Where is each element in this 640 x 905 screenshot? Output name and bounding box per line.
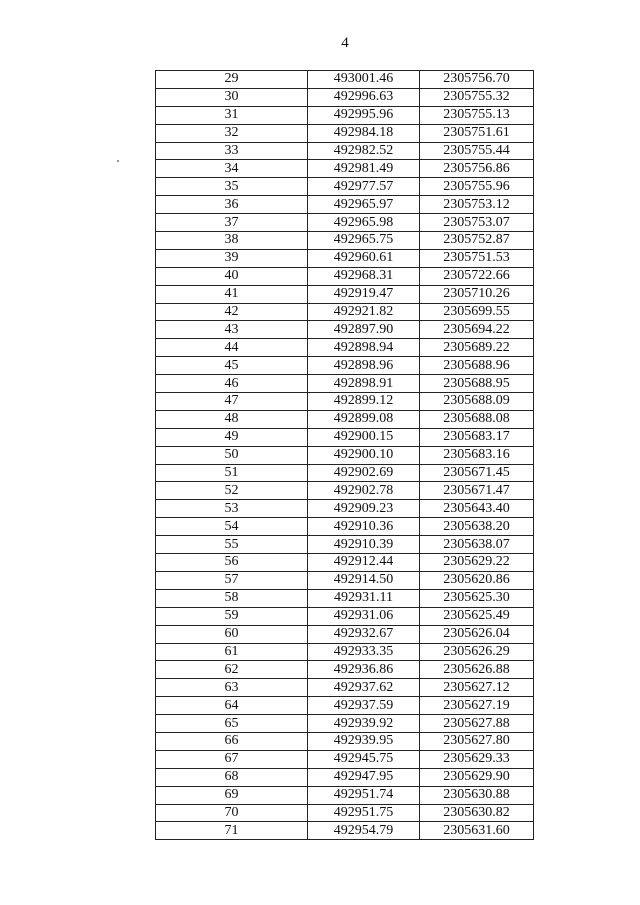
table-row (156, 822, 534, 840)
x-coordinate-cell: 492919.47 (308, 285, 420, 303)
x-coordinate-cell: 492996.63 (308, 88, 420, 106)
table-row (156, 267, 534, 285)
y-coordinate-cell: 2305626.04 (420, 625, 534, 643)
point-number-cell: 35 (156, 178, 308, 196)
point-number-cell: 29 (156, 71, 308, 89)
y-coordinate-cell: 2305688.09 (420, 393, 534, 411)
y-coordinate-cell: 2305627.88 (420, 715, 534, 733)
x-coordinate-cell: 492965.98 (308, 214, 420, 232)
point-number-cell: 34 (156, 160, 308, 178)
point-number-cell: 65 (156, 715, 308, 733)
y-coordinate-cell: 2305671.45 (420, 464, 534, 482)
table-row (156, 428, 534, 446)
table-row (156, 321, 534, 339)
point-number-cell: 36 (156, 196, 308, 214)
table-row (156, 679, 534, 697)
point-number-cell: 50 (156, 446, 308, 464)
point-number-cell: 68 (156, 768, 308, 786)
y-coordinate-cell: 2305630.88 (420, 786, 534, 804)
x-coordinate-cell: 492910.39 (308, 536, 420, 554)
point-number-cell: 32 (156, 124, 308, 142)
table-row (156, 750, 534, 768)
point-number-cell: 41 (156, 285, 308, 303)
point-number-cell: 67 (156, 750, 308, 768)
table-row (156, 697, 534, 715)
x-coordinate-cell: 492899.08 (308, 410, 420, 428)
x-coordinate-cell: 492965.97 (308, 196, 420, 214)
x-coordinate-cell: 492921.82 (308, 303, 420, 321)
y-coordinate-cell: 2305694.22 (420, 321, 534, 339)
table-row (156, 285, 534, 303)
y-coordinate-cell: 2305671.47 (420, 482, 534, 500)
x-coordinate-cell: 492947.95 (308, 768, 420, 786)
x-coordinate-cell: 492900.10 (308, 446, 420, 464)
point-number-cell: 49 (156, 428, 308, 446)
point-number-cell: 61 (156, 643, 308, 661)
x-coordinate-cell: 492945.75 (308, 750, 420, 768)
x-coordinate-cell: 492937.59 (308, 697, 420, 715)
point-number-cell: 58 (156, 589, 308, 607)
x-coordinate-cell: 492954.79 (308, 822, 420, 840)
point-number-cell: 63 (156, 679, 308, 697)
table-row (156, 446, 534, 464)
x-coordinate-cell: 492984.18 (308, 124, 420, 142)
point-number-cell: 45 (156, 357, 308, 375)
x-coordinate-cell: 492933.35 (308, 643, 420, 661)
x-coordinate-cell: 492897.90 (308, 321, 420, 339)
point-number-cell: 47 (156, 393, 308, 411)
x-coordinate-cell: 492900.15 (308, 428, 420, 446)
table-row (156, 715, 534, 733)
scan-speck (117, 160, 119, 162)
point-number-cell: 40 (156, 267, 308, 285)
point-number-cell: 66 (156, 732, 308, 750)
y-coordinate-cell: 2305752.87 (420, 232, 534, 250)
y-coordinate-cell: 2305627.80 (420, 732, 534, 750)
y-coordinate-cell: 2305620.86 (420, 571, 534, 589)
table-row (156, 732, 534, 750)
table-row (156, 643, 534, 661)
table-row (156, 142, 534, 160)
table-row (156, 375, 534, 393)
point-number-cell: 38 (156, 232, 308, 250)
y-coordinate-cell: 2305683.16 (420, 446, 534, 464)
table-row (156, 124, 534, 142)
point-number-cell: 57 (156, 571, 308, 589)
y-coordinate-cell: 2305627.19 (420, 697, 534, 715)
point-number-cell: 42 (156, 303, 308, 321)
point-number-cell: 39 (156, 249, 308, 267)
x-coordinate-cell: 492902.78 (308, 482, 420, 500)
table-row (156, 214, 534, 232)
y-coordinate-cell: 2305630.82 (420, 804, 534, 822)
point-number-cell: 59 (156, 607, 308, 625)
y-coordinate-cell: 2305688.96 (420, 357, 534, 375)
x-coordinate-cell: 492968.31 (308, 267, 420, 285)
x-coordinate-cell: 492914.50 (308, 571, 420, 589)
y-coordinate-cell: 2305756.70 (420, 71, 534, 89)
x-coordinate-cell: 492931.06 (308, 607, 420, 625)
y-coordinate-cell: 2305756.86 (420, 160, 534, 178)
y-coordinate-cell: 2305688.08 (420, 410, 534, 428)
y-coordinate-cell: 2305755.44 (420, 142, 534, 160)
table-row (156, 339, 534, 357)
point-number-cell: 43 (156, 321, 308, 339)
point-number-cell: 56 (156, 554, 308, 572)
table-row (156, 410, 534, 428)
y-coordinate-cell: 2305629.33 (420, 750, 534, 768)
x-coordinate-cell: 492977.57 (308, 178, 420, 196)
table-row (156, 196, 534, 214)
y-coordinate-cell: 2305722.66 (420, 267, 534, 285)
y-coordinate-cell: 2305688.95 (420, 375, 534, 393)
y-coordinate-cell: 2305753.12 (420, 196, 534, 214)
table-row (156, 554, 534, 572)
point-number-cell: 54 (156, 518, 308, 536)
x-coordinate-cell: 492951.74 (308, 786, 420, 804)
point-number-cell: 33 (156, 142, 308, 160)
y-coordinate-cell: 2305629.22 (420, 554, 534, 572)
y-coordinate-cell: 2305625.49 (420, 607, 534, 625)
y-coordinate-cell: 2305753.07 (420, 214, 534, 232)
coordinates-table (155, 70, 534, 840)
table-row (156, 357, 534, 375)
table-row (156, 607, 534, 625)
table-row (156, 71, 534, 89)
y-coordinate-cell: 2305689.22 (420, 339, 534, 357)
x-coordinate-cell: 492939.92 (308, 715, 420, 733)
point-number-cell: 62 (156, 661, 308, 679)
x-coordinate-cell: 492936.86 (308, 661, 420, 679)
table-row (156, 303, 534, 321)
y-coordinate-cell: 2305627.12 (420, 679, 534, 697)
x-coordinate-cell: 492931.11 (308, 589, 420, 607)
page-number: 4 (341, 35, 349, 51)
x-coordinate-cell: 492909.23 (308, 500, 420, 518)
coordinates-table-body (156, 71, 534, 840)
point-number-cell: 30 (156, 88, 308, 106)
x-coordinate-cell: 493001.46 (308, 71, 420, 89)
point-number-cell: 37 (156, 214, 308, 232)
table-row (156, 500, 534, 518)
point-number-cell: 64 (156, 697, 308, 715)
y-coordinate-cell: 2305625.30 (420, 589, 534, 607)
table-row (156, 106, 534, 124)
table-row (156, 393, 534, 411)
table-row (156, 160, 534, 178)
point-number-cell: 69 (156, 786, 308, 804)
table-row (156, 625, 534, 643)
table-row (156, 482, 534, 500)
table-row (156, 518, 534, 536)
x-coordinate-cell: 492898.91 (308, 375, 420, 393)
x-coordinate-cell: 492937.62 (308, 679, 420, 697)
table-row (156, 804, 534, 822)
y-coordinate-cell: 2305755.96 (420, 178, 534, 196)
table-row (156, 589, 534, 607)
point-number-cell: 70 (156, 804, 308, 822)
x-coordinate-cell: 492965.75 (308, 232, 420, 250)
table-row (156, 88, 534, 106)
point-number-cell: 55 (156, 536, 308, 554)
y-coordinate-cell: 2305755.13 (420, 106, 534, 124)
table-row (156, 464, 534, 482)
y-coordinate-cell: 2305710.26 (420, 285, 534, 303)
y-coordinate-cell: 2305626.88 (420, 661, 534, 679)
point-number-cell: 44 (156, 339, 308, 357)
table-row (156, 768, 534, 786)
x-coordinate-cell: 492910.36 (308, 518, 420, 536)
x-coordinate-cell: 492899.12 (308, 393, 420, 411)
x-coordinate-cell: 492960.61 (308, 249, 420, 267)
x-coordinate-cell: 492898.94 (308, 339, 420, 357)
point-number-cell: 53 (156, 500, 308, 518)
y-coordinate-cell: 2305638.20 (420, 518, 534, 536)
y-coordinate-cell: 2305751.61 (420, 124, 534, 142)
x-coordinate-cell: 492939.95 (308, 732, 420, 750)
table-row (156, 536, 534, 554)
x-coordinate-cell: 492995.96 (308, 106, 420, 124)
table-row (156, 571, 534, 589)
y-coordinate-cell: 2305626.29 (420, 643, 534, 661)
point-number-cell: 60 (156, 625, 308, 643)
point-number-cell: 51 (156, 464, 308, 482)
y-coordinate-cell: 2305683.17 (420, 428, 534, 446)
y-coordinate-cell: 2305751.53 (420, 249, 534, 267)
point-number-cell: 71 (156, 822, 308, 840)
y-coordinate-cell: 2305643.40 (420, 500, 534, 518)
y-coordinate-cell: 2305629.90 (420, 768, 534, 786)
x-coordinate-cell: 492932.67 (308, 625, 420, 643)
x-coordinate-cell: 492898.96 (308, 357, 420, 375)
point-number-cell: 31 (156, 106, 308, 124)
table-row (156, 786, 534, 804)
y-coordinate-cell: 2305699.55 (420, 303, 534, 321)
point-number-cell: 46 (156, 375, 308, 393)
table-row (156, 232, 534, 250)
y-coordinate-cell: 2305631.60 (420, 822, 534, 840)
y-coordinate-cell: 2305638.07 (420, 536, 534, 554)
x-coordinate-cell: 492982.52 (308, 142, 420, 160)
point-number-cell: 52 (156, 482, 308, 500)
x-coordinate-cell: 492912.44 (308, 554, 420, 572)
x-coordinate-cell: 492981.49 (308, 160, 420, 178)
x-coordinate-cell: 492951.75 (308, 804, 420, 822)
table-row (156, 249, 534, 267)
y-coordinate-cell: 2305755.32 (420, 88, 534, 106)
x-coordinate-cell: 492902.69 (308, 464, 420, 482)
point-number-cell: 48 (156, 410, 308, 428)
table-row (156, 661, 534, 679)
table-row (156, 178, 534, 196)
